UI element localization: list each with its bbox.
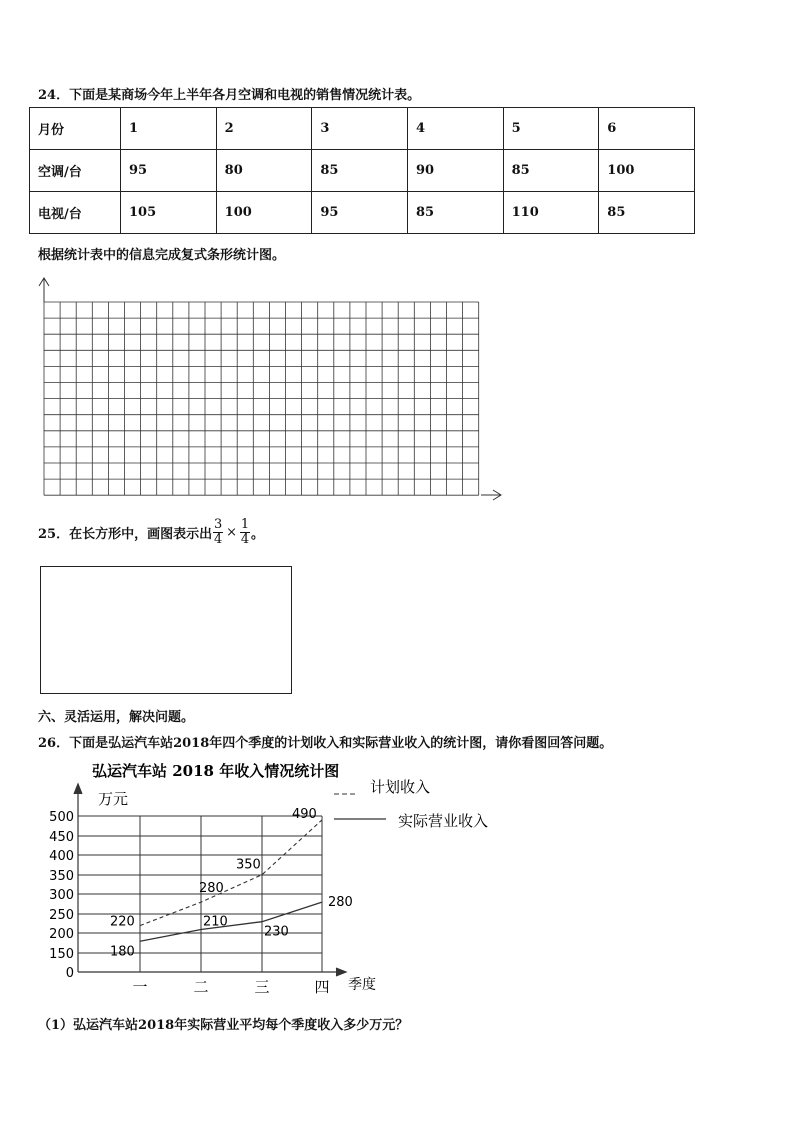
y-axis-arrow xyxy=(39,278,49,302)
sales-table xyxy=(29,107,695,234)
x-tick-label: 二 xyxy=(193,978,209,996)
y-tick-label: 0 xyxy=(65,966,74,981)
y-tick-label: 450 xyxy=(49,830,74,845)
x-tick-label: 一 xyxy=(132,978,148,996)
x-tick-label: 三 xyxy=(254,978,270,996)
table-cell: 2 xyxy=(216,108,312,150)
table-cell: 90 xyxy=(407,150,503,192)
x-axis-label: 季度 xyxy=(348,977,376,993)
y-tick-label: 200 xyxy=(49,927,74,942)
table-cell: 100 xyxy=(216,192,312,234)
table-cell: 月份 xyxy=(30,108,121,150)
question-25-title xyxy=(38,518,264,547)
q25-suffix: 。 xyxy=(251,527,265,542)
blank-grid-paper[interactable] xyxy=(36,276,506,506)
table-cell: 85 xyxy=(407,192,503,234)
legend-label-actual: 实际营业收入 xyxy=(398,812,489,830)
table-cell: 105 xyxy=(121,192,217,234)
fraction-one-quarter xyxy=(240,518,250,547)
series-line-actual xyxy=(140,902,322,941)
y-tick-label: 250 xyxy=(49,908,74,923)
table-cell: 4 xyxy=(407,108,503,150)
question-26-sub1: （1）弘运汽车站2018年实际营业平均每个季度收入多少万元？ xyxy=(38,1018,409,1033)
legend xyxy=(334,778,488,830)
data-label: 210 xyxy=(203,914,228,930)
data-label: 350 xyxy=(236,857,261,873)
y-tick-label: 400 xyxy=(49,849,74,864)
table-cell: 85 xyxy=(503,150,599,192)
chart-title: 弘运汽车站 2018 年收入情况统计图 xyxy=(92,762,340,780)
table-cell: 100 xyxy=(599,150,695,192)
data-label: 490 xyxy=(292,806,317,822)
table-row-tv xyxy=(30,192,695,234)
y-tick-label: 150 xyxy=(49,947,74,962)
fraction-denominator: 4 xyxy=(240,532,250,547)
data-label: 280 xyxy=(328,895,353,911)
data-label: 180 xyxy=(110,944,135,960)
legend-label-plan: 计划收入 xyxy=(370,778,431,796)
fraction-numerator: 1 xyxy=(240,517,250,532)
question-24-title: 24．下面是某商场今年上半年各月空调和电视的销售情况统计表。 xyxy=(38,88,421,103)
y-axis-unit-label: 万元 xyxy=(98,790,129,808)
x-axis-arrow xyxy=(481,490,501,500)
table-cell: 110 xyxy=(503,192,599,234)
chart-instruction: 根据统计表中的信息完成复式条形统计图。 xyxy=(38,248,286,263)
x-axis-arrowhead xyxy=(336,968,346,976)
y-tick-label: 500 xyxy=(49,810,74,825)
data-label: 220 xyxy=(110,914,135,930)
section-six-heading: 六、灵活运用，解决问题。 xyxy=(38,710,195,725)
fraction-denominator: 4 xyxy=(213,532,223,547)
table-cell: 85 xyxy=(599,192,695,234)
table-cell: 空调/台 xyxy=(30,150,121,192)
table-cell: 95 xyxy=(312,192,408,234)
table-cell: 1 xyxy=(121,108,217,150)
drawing-rectangle[interactable] xyxy=(40,566,292,694)
table-row-aircon xyxy=(30,150,695,192)
fraction-numerator: 3 xyxy=(213,517,223,532)
data-label: 280 xyxy=(199,881,224,897)
fraction-three-quarters xyxy=(213,518,223,547)
x-tick-label: 四 xyxy=(314,978,330,996)
table-cell: 电视/台 xyxy=(30,192,121,234)
y-axis-arrowhead xyxy=(74,784,82,794)
table-cell: 80 xyxy=(216,150,312,192)
table-cell: 3 xyxy=(312,108,408,150)
table-cell: 95 xyxy=(121,150,217,192)
table-row-month xyxy=(30,108,695,150)
table-cell: 85 xyxy=(312,150,408,192)
income-line-chart xyxy=(40,758,520,998)
data-label: 230 xyxy=(264,924,289,940)
times-sign: × xyxy=(226,525,237,540)
q25-prefix: 25．在长方形中，画图表示出 xyxy=(38,527,213,542)
question-26-title: 26．下面是弘运汽车站2018年四个季度的计划收入和实际营业收入的统计图，请你看图回答问题。 xyxy=(38,736,613,751)
table-cell: 5 xyxy=(503,108,599,150)
y-tick-label: 300 xyxy=(49,888,74,903)
table-cell: 6 xyxy=(599,108,695,150)
y-tick-label: 350 xyxy=(49,869,74,884)
